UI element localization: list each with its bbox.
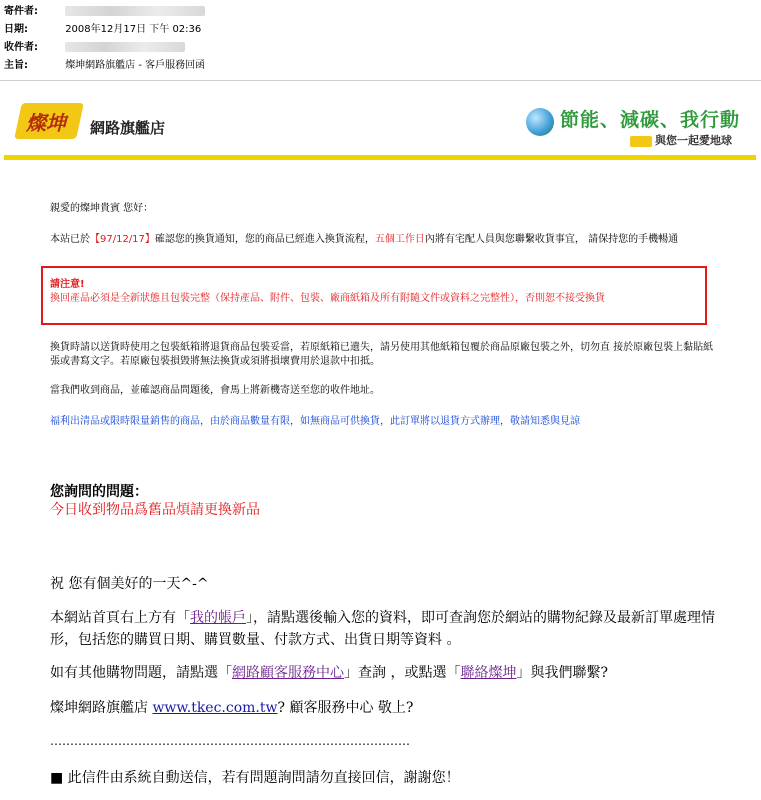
slogan-sub-text: 與您一起愛地球: [655, 134, 732, 147]
mini-logo-icon: [630, 136, 652, 147]
to-label: 收件者:: [4, 42, 38, 53]
question-label: 您詢問的問題：: [50, 484, 148, 500]
from-row: [4, 4, 205, 20]
paragraph-packing: 換貨時請以送貨時使用之包裝紙箱將退貨商品包裝妥當，若原紙箱已遺失，請另使用其他紙箱包覆於商品原廠包裝之外，切勿直 接於原廠包裝上黏貼紙張或書寫文字。若原廠包裝損毀將無法換貨或須將損壞費用於退款中扣抵。: [50, 342, 714, 367]
slogan: 節能、減碳、我行動: [560, 109, 741, 131]
paragraph-clearance: 福利出清品或限時限量銷售的商品，由於商品數量有限，如無商品可供換貨，此訂單將以退貨方式辦理，敬請知悉與見諒: [50, 416, 580, 427]
question-text: 今日收到物品爲舊品煩請更換新品: [50, 502, 260, 518]
mail-header: [0, 0, 761, 81]
paragraph-help: [50, 662, 720, 684]
subject-value: 燦坤網路旗艦店 - 客戶服務回函: [65, 60, 206, 71]
my-account-link[interactable]: 我的帳戶: [190, 610, 246, 626]
customer-service-link[interactable]: 網路顧客服務中心: [232, 665, 344, 681]
globe-icon: [526, 108, 554, 136]
footer-note: ■ 此信件由系統自動送信，若有問題詢問請勿直接回信，謝謝您！: [50, 770, 460, 786]
paragraph-account: [50, 607, 720, 651]
slogan-sub: [630, 132, 732, 148]
website-link[interactable]: www.tkec.com.tw: [152, 700, 278, 716]
sig-text-a: 燦坤網路旗艦店: [50, 700, 153, 716]
p6-text-b: 」查詢 ，或點選「: [344, 665, 461, 681]
logo: 燦坤: [26, 111, 66, 135]
warning-text: 換回產品必須是全新狀態且包裝完整（保持產品、附件、包裝、廠商紙箱及所有附隨文件或資料之完整性），否則恕不接受換貨: [50, 293, 605, 304]
date-label: 日期:: [4, 24, 28, 35]
paragraph-confirm: [50, 233, 715, 247]
p6-text-c: 」與我們聯繫?: [516, 665, 608, 681]
p1-text-b: 確認您的換貨通知，您的商品已經進入換貨流程，: [154, 234, 375, 245]
dotted-separator: ………………………………………………………………………………: [50, 734, 410, 748]
subject-row: [4, 58, 205, 74]
from-label: 寄件者:: [4, 6, 38, 17]
p1-text-a: 本站已於: [50, 234, 90, 245]
to-row: [4, 40, 185, 56]
p1-days: 五個工作日: [374, 234, 425, 245]
p1-text-c: 內將有宅配人員與您聯繫收貨事宜， 請保持您的手機暢通: [424, 234, 679, 245]
paragraph-received: 當我們收到商品，並確認商品問題後，會馬上將新機寄送至您的收件地址。: [50, 385, 380, 396]
sig-text-b: ? 顧客服務中心 敬上?: [277, 700, 414, 716]
store-name: 網路旗艦店: [90, 119, 166, 137]
date-row: [4, 22, 201, 38]
p5-text-b: 」，請點選後輸入您的資料，即可查詢您於網站的購物紀錄及最新訂單處理情形，包括您的購買日期、購買數量、付款方式、出貨日期等資料 。: [50, 610, 715, 648]
from-redacted: [65, 6, 205, 16]
brand-banner: [0, 95, 761, 161]
wish-text: 祝 您有個美好的一天^-^: [50, 576, 209, 592]
greeting: 親愛的燦坤貴賓 您好：: [50, 203, 154, 214]
p1-date: 【97/12/17】: [90, 234, 155, 245]
warning-title: 請注意!: [50, 279, 85, 290]
contact-link[interactable]: 聯絡燦坤: [460, 665, 517, 681]
subject-label: 主旨:: [4, 60, 28, 71]
signature: [50, 697, 720, 719]
date-value: 2008年12月17日 下午 02:36: [65, 24, 202, 35]
to-redacted: [65, 42, 185, 52]
p6-text-a: 如有其他購物問題，請點選「: [50, 665, 232, 681]
p5-text-a: 本網站首頁右上方有「: [50, 610, 190, 626]
divider-bar: [4, 155, 756, 160]
